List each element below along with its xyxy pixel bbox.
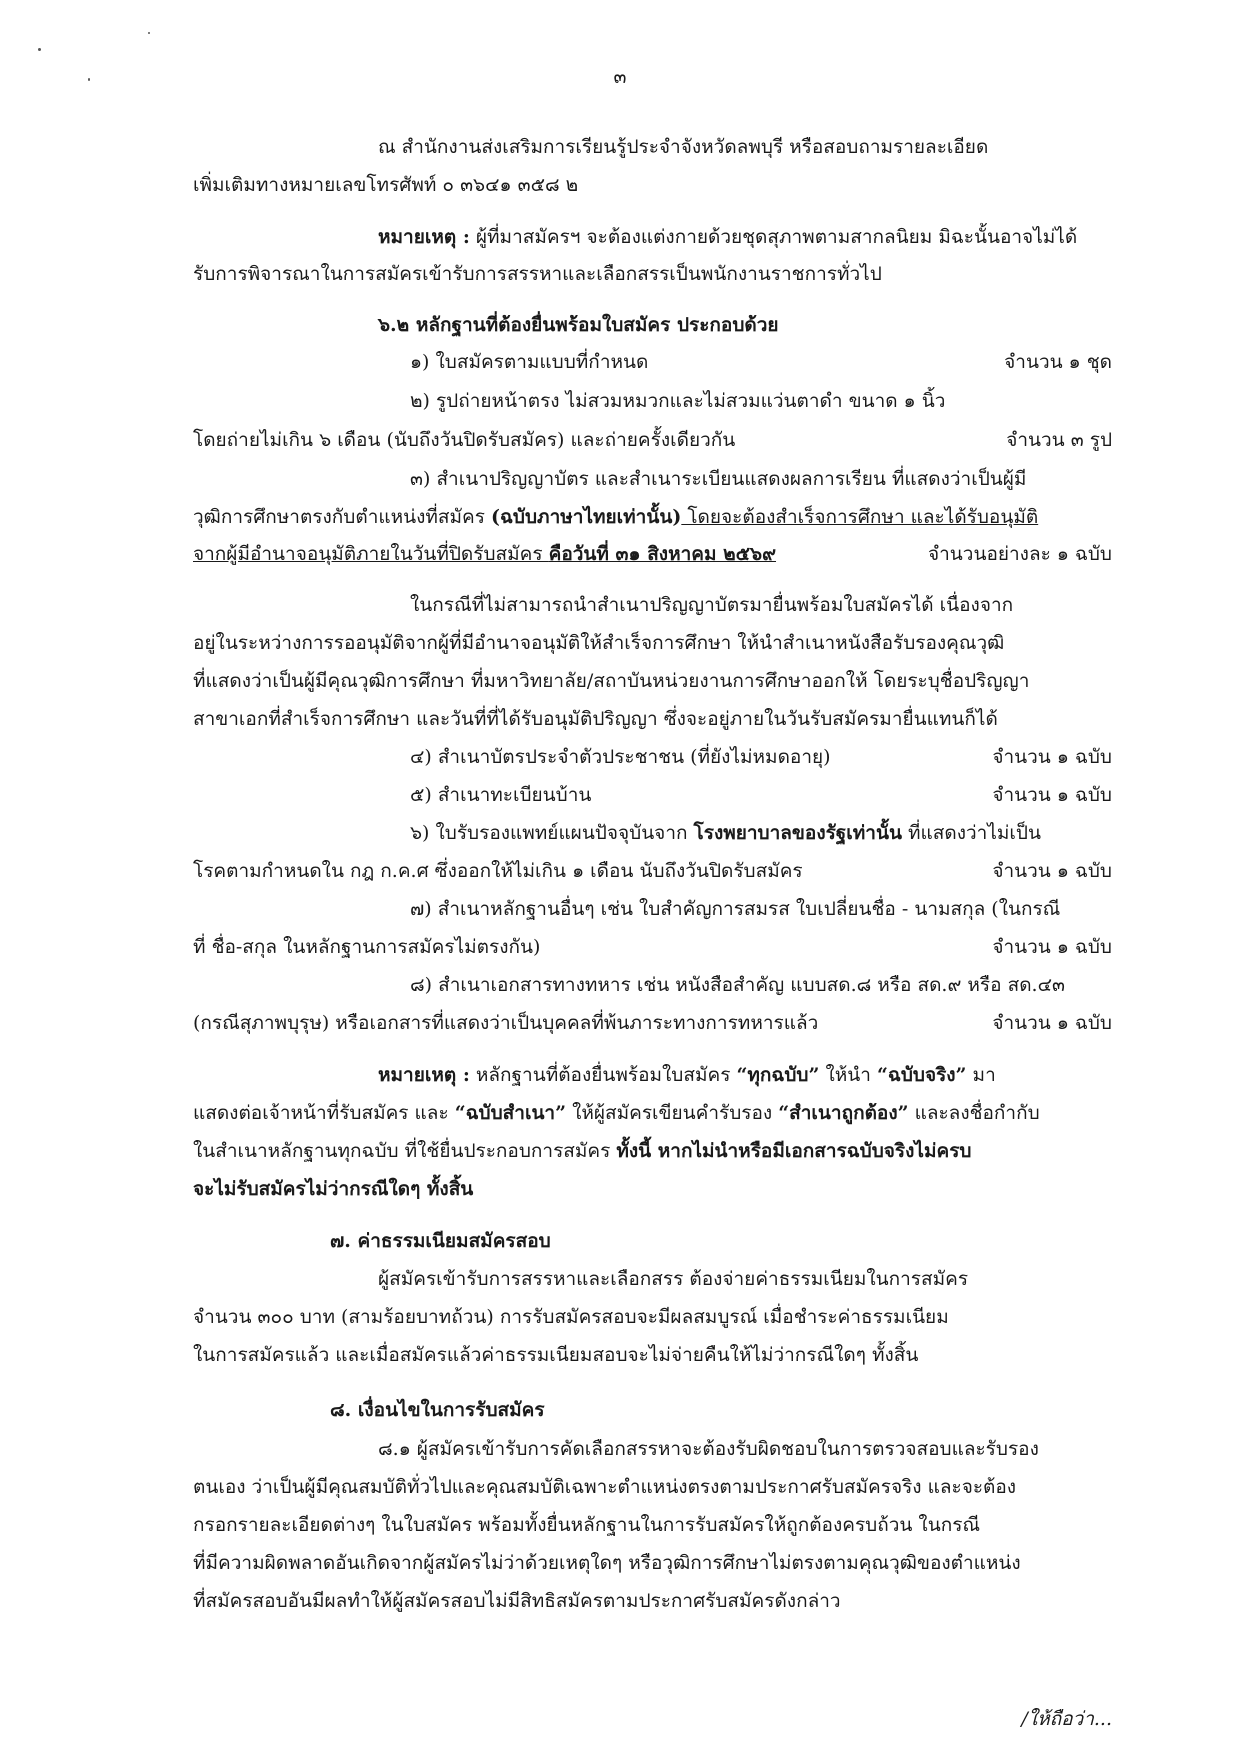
section-8-line-2: ตนเอง ว่าเป็นผู้มีคุณสมบัติทั่วไปและคุณสมบัติเฉพาะตำแหน่งตรงตามประกาศรับสมัครจริง และจะต้อง [193, 1476, 1017, 1498]
note-2-label: หมายเหตุ : [378, 1064, 470, 1086]
item-1-text: ๑) ใบสมัครตามแบบที่กำหนด [410, 351, 649, 373]
scan-speck [38, 48, 41, 51]
item-8-qty: จำนวน ๑ ฉบับ [992, 1012, 1112, 1034]
note-1-line-2: รับการพิจารณาในการสมัครเข้ารับการสรรหาและเลือกสรรเป็นพนักงานราชการทั่วไป [193, 263, 882, 285]
note-2-text-c: ให้นำ [819, 1064, 877, 1086]
item-2-line-1: ๒) รูปถ่ายหน้าตรง ไม่สวมหมวกและไม่สวมแว่นตาดำ ขนาด ๑ นิ้ว [410, 390, 946, 412]
item-5-qty: จำนวน ๑ ฉบับ [992, 784, 1112, 806]
note-2-line-4: จะไม่รับสมัครไม่ว่ากรณีใดๆ ทั้งสิ้น [193, 1178, 474, 1200]
item-2-qty: จำนวน ๓ รูป [1006, 429, 1112, 451]
item-3-thai-only: (ฉบับภาษาไทยเท่านั้น) [491, 506, 682, 528]
item-3-text: วุฒิการศึกษาตรงกับตำแหน่งที่สมัคร [193, 506, 491, 528]
item-3-condition: โดยจะต้องสำเร็จการศึกษา และได้รับอนุมัติ [681, 506, 1039, 528]
item-3-line-1: ๓) สำเนาปริญญาบัตร และสำเนาระเบียนแสดงผลการเรียน ที่แสดงว่าเป็นผู้มี [410, 468, 1027, 490]
note-text: ผู้ที่มาสมัครฯ จะต้องแต่งกายด้วยชุดสุภาพตามสากลนิยม มิฉะนั้นอาจไม่ได้ [469, 226, 1078, 248]
note-2-warning: ทั้งนี้ หากไม่นำหรือมีเอกสารฉบับจริงไม่ครบ [616, 1140, 972, 1162]
item-8-line-2: (กรณีสุภาพบุรุษ) หรือเอกสารที่แสดงว่าเป็นบุคคลที่พ้นภาระทางการทหารแล้ว [193, 1012, 819, 1034]
section-8-line-4: ที่มีความผิดพลาดอันเกิดจากผู้สมัครไม่ว่าด้วยเหตุใดๆ หรือวุฒิการศึกษาไม่ตรงตามคุณวุฒิของตำแหน่ง [193, 1552, 1021, 1574]
section-7-heading: ๗. ค่าธรรมเนียมสมัครสอบ [330, 1230, 551, 1252]
para-line-2: อยู่ในระหว่างการรออนุมัติจากผู้ที่มีอำนาจอนุมัติให้สำเร็จการศึกษา ให้นำสำเนาหนังสือรับรองคุณวุฒิ [193, 632, 1005, 654]
intro-line-2: เพิ่มเติมทางหมายเลขโทรศัพท์ ๐ ๓๖๔๑ ๓๕๘ ๒ [193, 174, 579, 196]
item-1-qty: จำนวน ๑ ชุด [1004, 351, 1112, 373]
section-8-heading: ๘. เงื่อนไขในการรับสมัคร [330, 1399, 545, 1421]
section-7-line-2: จำนวน ๓๐๐ บาท (สามร้อยบาทถ้วน) การรับสมัครสอบจะมีผลสมบูรณ์ เมื่อชำระค่าธรรมเนียม [193, 1306, 949, 1328]
item-4-text: ๔) สำเนาบัตรประจำตัวประชาชน (ที่ยังไม่หมดอายุ) [410, 746, 831, 768]
continuation-marker: /ให้ถือว่า... [1021, 1708, 1112, 1730]
note-2-certified: “สำเนาถูกต้อง” [778, 1102, 909, 1124]
note-2-original: “ฉบับจริง” [876, 1064, 967, 1086]
note-2-text-e: มา [966, 1064, 996, 1086]
section-8-line-1: ๘.๑ ผู้สมัครเข้ารับการคัดเลือกสรรหาจะต้องรับผิดชอบในการตรวจสอบและรับรอง [378, 1438, 1039, 1460]
scan-speck [148, 32, 150, 34]
item-6-text: ๖) ใบรับรองแพทย์แผนปัจจุบันจาก [410, 822, 694, 844]
note-2-text-3a: ในสำเนาหลักฐานทุกฉบับ ที่ใช้ยื่นประกอบการสมัคร [193, 1140, 617, 1162]
intro-line-1: ณ สำนักงานส่งเสริมการเรียนรู้ประจำจังหวัดลพบุรี หรือสอบถามรายละเอียด [378, 136, 989, 158]
page-number: ๓ [613, 66, 627, 88]
note-2-line-1 [378, 1058, 996, 1092]
para-line-4: สาขาเอกที่สำเร็จการศึกษา และวันที่ที่ได้รับอนุมัติปริญญา ซึ่งจะอยู่ภายในวันรับสมัครมายื่นแทนก็ได้ [193, 708, 998, 730]
item-5-text: ๕) สำเนาทะเบียนบ้าน [410, 784, 592, 806]
note-1-line-1 [378, 220, 1077, 254]
section-8-line-5: ที่สมัครสอบอันมีผลทำให้ผู้สมัครสอบไม่มีสิทธิสมัครตามประกาศรับสมัครดังกล่าว [193, 1590, 841, 1612]
note-2-text-2c: ให้ผู้สมัครเขียนคำรับรอง [566, 1102, 779, 1124]
note-2-line-3 [193, 1134, 971, 1168]
item-3-qty: จำนวนอย่างละ ๑ ฉบับ [928, 543, 1112, 565]
note-2-all-copies: “ทุกฉบับ” [736, 1064, 820, 1086]
item-8-line-1: ๘) สำเนาเอกสารทางทหาร เช่น หนังสือสำคัญ แบบสด.๘ หรือ สด.๙ หรือ สด.๔๓ [410, 974, 1065, 996]
item-7-line-2: ที่ ชื่อ-สกุล ในหลักฐานการสมัครไม่ตรงกัน) [193, 936, 541, 958]
item-7-qty: จำนวน ๑ ฉบับ [992, 936, 1112, 958]
note-2-copy: “ฉบับสำเนา” [454, 1102, 567, 1124]
section-7-line-3: ในการสมัครแล้ว และเมื่อสมัครแล้วค่าธรรมเนียมสอบจะไม่จ่ายคืนให้ไม่ว่ากรณีใดๆ ทั้งสิ้น [193, 1344, 919, 1366]
item-6-qty: จำนวน ๑ ฉบับ [992, 860, 1112, 882]
item-4-qty: จำนวน ๑ ฉบับ [992, 746, 1112, 768]
item-6-line-2: โรคตามกำหนดใน กฎ ก.ค.ศ ซึ่งออกให้ไม่เกิน ๑ เดือน นับถึงวันปิดรับสมัคร [193, 860, 803, 882]
item-2-line-2: โดยถ่ายไม่เกิน ๖ เดือน (นับถึงวันปิดรับสมัคร) และถ่ายครั้งเดียวกัน [193, 429, 736, 451]
section-7-line-1: ผู้สมัครเข้ารับการสรรหาและเลือกสรร ต้องจ่ายค่าธรรมเนียมในการสมัคร [378, 1268, 969, 1290]
note-2-text-a: หลักฐานที่ต้องยื่นพร้อมใบสมัคร [469, 1064, 737, 1086]
note-2-text-2e: และลงชื่อกำกับ [908, 1102, 1040, 1124]
item-3-line-2 [193, 500, 1038, 534]
item-6-line-1 [410, 816, 1041, 850]
item-6-hospital: โรงพยาบาลของรัฐเท่านั้น [693, 822, 902, 844]
item-3-approval: จากผู้มีอำนาจอนุมัติภายในวันที่ปิดรับสมัคร [193, 543, 549, 565]
item-3-deadline: คือวันที่ ๓๑ สิงหาคม ๒๕๖๙ [548, 543, 777, 565]
para-line-3: ที่แสดงว่าเป็นผู้มีคุณวุฒิการศึกษา ที่มหาวิทยาลัย/สถาบันหน่วยงานการศึกษาออกให้ โดยระบุชื่อปริญญา [193, 670, 1030, 692]
item-6-text-end: ที่แสดงว่าไม่เป็น [901, 822, 1041, 844]
note-2-line-2 [193, 1096, 1040, 1130]
item-3-line-3 [193, 537, 776, 571]
item-7-line-1: ๗) สำเนาหลักฐานอื่นๆ เช่น ใบสำคัญการสมรส ใบเปลี่ยนชื่อ - นามสกุล (ในกรณี [410, 898, 1061, 920]
note-2-text-2a: แสดงต่อเจ้าหน้าที่รับสมัคร และ [193, 1102, 455, 1124]
section-8-line-3: กรอกรายละเอียดต่างๆ ในใบสมัคร พร้อมทั้งยื่นหลักฐานในการรับสมัครให้ถูกต้องครบถ้วน ในกรณี [193, 1514, 981, 1536]
note-label: หมายเหตุ : [378, 226, 470, 248]
para-line-1: ในกรณีที่ไม่สามารถนำสำเนาปริญญาบัตรมายื่นพร้อมใบสมัครได้ เนื่องจาก [410, 594, 1014, 616]
section-6-2-heading: ๖.๒ หลักฐานที่ต้องยื่นพร้อมใบสมัคร ประกอบด้วย [378, 314, 779, 336]
